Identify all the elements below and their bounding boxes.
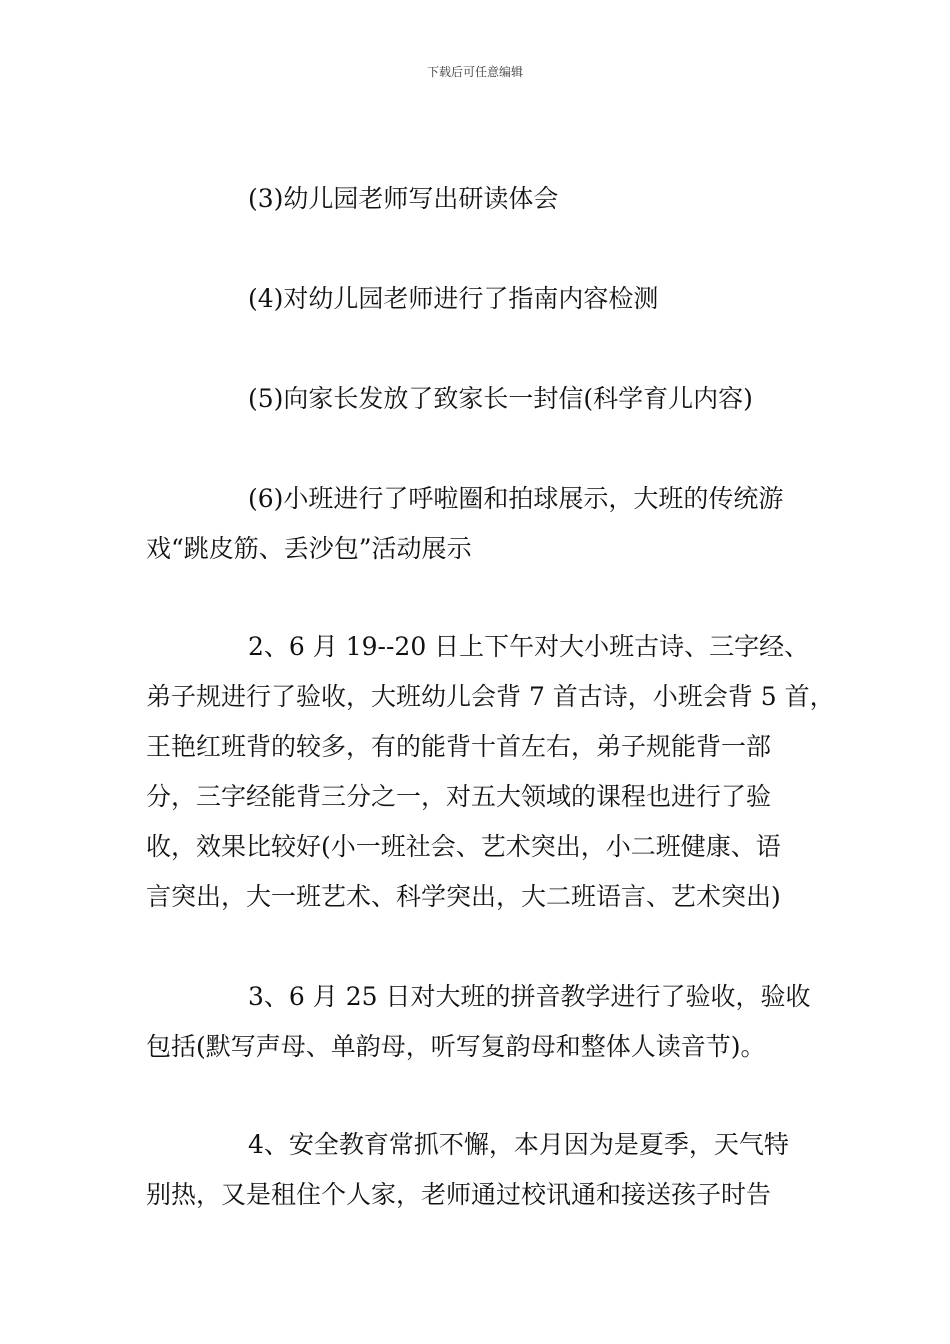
text-line: 包括(默写声母、单韵母，听写复韵母和整体人读音节)。 bbox=[146, 1032, 766, 1061]
paragraph-item-6 bbox=[146, 474, 783, 574]
page-header: 下载后可任意编辑 bbox=[426, 65, 523, 79]
paragraph-item-4 bbox=[248, 274, 658, 324]
text-line: (6)小班进行了呼啦圈和拍球展示，大班的传统游 bbox=[248, 484, 784, 513]
text-line: 弟子规进行了验收，大班幼儿会背 7 首古诗，小班会背 5 首， bbox=[146, 682, 835, 711]
text-line: (5)向家长发放了致家长一封信(科学育儿内容) bbox=[248, 384, 753, 413]
text-line: 3、6 月 25 日对大班的拼音教学进行了验收，验收 bbox=[248, 982, 811, 1011]
text-line: 言突出，大一班艺术、科学突出，大二班语言、艺术突出) bbox=[146, 882, 781, 911]
paragraph-section-3 bbox=[146, 972, 810, 1072]
text-line: 收，效果比较好(小一班社会、艺术突出，小二班健康、语 bbox=[146, 832, 781, 861]
text-line: 分，三字经能背三分之一，对五大领域的课程也进行了验 bbox=[146, 782, 772, 811]
text-line: 别热，又是租住个人家，老师通过校讯通和接送孩子时告 bbox=[146, 1180, 772, 1209]
text-line: 戏“跳皮筋、丢沙包”活动展示 bbox=[146, 534, 472, 563]
text-line: (4)对幼儿园老师进行了指南内容检测 bbox=[248, 284, 659, 313]
text-line: (3)幼儿园老师写出研读体会 bbox=[248, 184, 559, 213]
text-line: 4、安全教育常抓不懈，本月因为是夏季，天气特 bbox=[248, 1130, 789, 1159]
text-line: 王艳红班背的较多，有的能背十首左右，弟子规能背一部 bbox=[146, 732, 772, 761]
paragraph-item-3 bbox=[248, 174, 558, 224]
paragraph-section-4 bbox=[146, 1120, 789, 1220]
text-line: 2、6 月 19--20 日上下午对大小班古诗、三字经、 bbox=[248, 632, 810, 661]
paragraph-item-5 bbox=[248, 374, 753, 424]
paragraph-section-2 bbox=[146, 622, 835, 922]
